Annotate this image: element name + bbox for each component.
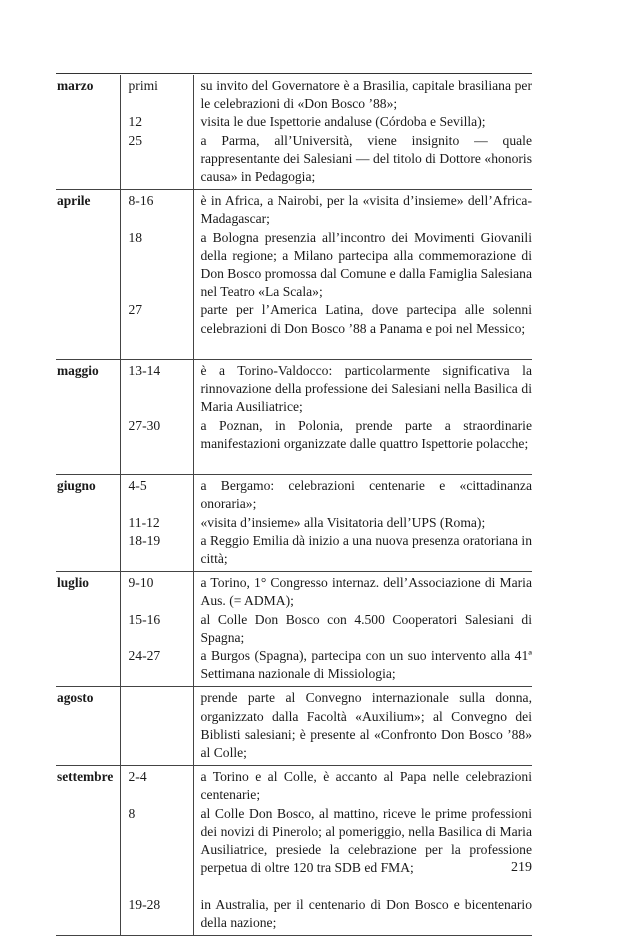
month-name: settembre [56,766,120,936]
month-name: luglio [56,572,120,687]
page-number: 219 [511,860,532,875]
entry-text: «visita d’insieme» alla Visitatoria dell’UPS (Roma); [200,514,486,530]
day-column [120,572,193,687]
entry-text: a Reggio Emilia dà inizio a una nuova presenza oratoriana in città; [200,532,532,567]
day-column [120,75,193,190]
entry-date: 12 [128,114,143,130]
day-column [120,766,193,936]
entry-text: a Torino e al Colle, è accanto al Papa nelle celebrazioni centenarie; [200,769,532,803]
entry-date: 11-12 [128,514,160,530]
month-row [56,766,532,936]
entry-date: 15-16 [128,611,161,627]
entry-date: 27-30 [128,417,161,433]
event-column [193,190,532,360]
entry-text: a Parma, all’Università, viene insignito — quale rappresentante dei Salesiani — del titolo di Dottore «honoris causa» in Pedagogia; [200,132,532,185]
event-column [193,75,532,190]
entry-text: è in Africa, a Nairobi, per la «visita d’insieme» dell’Africa-Madagascar; [200,193,532,227]
month-name: marzo [56,75,120,190]
entry-date: 19-28 [128,896,161,912]
entry-date: 13-14 [128,363,161,379]
entry-date: 8-16 [128,193,154,209]
entry-text: in Australia, per il centenario di Don Bosco e bicentenario della nazione; [200,896,532,930]
entry-text: prende parte al Convegno internazionale sulla donna, organizzato dalla Facoltà «Auxilium»; al Convegno dei Biblisti salesiani; è presente al «Confronto Don Bosco ’88» al Colle; [200,690,532,761]
entry-date: 25 [128,132,143,148]
chronology-table [56,75,532,936]
entry-text: su invito del Governatore è a Brasilia, capitale brasiliana per le celebrazioni di «Don Bosco ’88»; [200,78,532,112]
table-top-rule [56,73,532,74]
entry-date: 2-4 [128,769,147,785]
month-row [56,190,532,360]
entry-text: a Poznan, in Polonia, prende parte a straordinarie manifestazioni organizzate dalle quattro Ispettorie polacche; [200,417,532,451]
day-column [120,687,193,766]
entry-date: 8 [128,805,136,821]
month-name: maggio [56,360,120,475]
entry-date: 27 [128,302,143,318]
day-column [120,475,193,572]
entry-text: a Torino, 1° Congresso internaz. dell’Associazione di Maria Aus. (= ADMA); [200,575,532,609]
month-row [56,572,532,687]
month-name: giugno [56,475,120,572]
month-name: aprile [56,190,120,360]
entry-date: 4-5 [128,478,147,494]
event-column [193,475,532,572]
entry-text: al Colle Don Bosco con 4.500 Cooperatori Salesiani di Spagna; [200,611,532,645]
entry-text: al Colle Don Bosco, al mattino, riceve le prime professioni dei novizi di Pinerolo; al pomeriggio, nella Basilica di Maria Ausiliatrice, presiede la celebrazione per la professione perpetua di oltre 120 tra SDB ed FMA; [200,805,532,876]
entry-text: parte per l’America Latina, dove partecipa alle solenni celebrazioni di Don Bosco ’88 a Panama e poi nel Messico; [200,302,532,336]
event-column [193,572,532,687]
entry-text: a Bergamo: celebrazioni centenarie e «cittadinanza onoraria»; [200,478,532,512]
entry-text: visita le due Ispettorie andaluse (Córdoba e Sevilla); [200,114,486,130]
month-row [56,687,532,766]
event-column [193,360,532,475]
entry-date: 18 [128,229,143,245]
month-row [56,360,532,475]
entry-date: 24-27 [128,648,161,664]
day-column [120,360,193,475]
entry-text: è a Torino-Valdocco: particolarmente significativa la rinnovazione della professione dei Salesiani nella Basilica di Maria Ausiliatrice; [200,363,532,415]
entry-text: a Burgos (Spagna), partecipa con un suo intervento alla 41ª Settimana nazionale di Missiologia; [200,648,532,682]
day-column [120,190,193,360]
event-column [193,766,532,936]
entry-date [129,689,193,762]
month-row [56,75,532,190]
month-name: agosto [56,687,120,766]
entry-date: primi [128,78,158,93]
month-row [56,475,532,572]
entry-text: a Bologna presenzia all’incontro dei Movimenti Giovanili della regione; a Milano partecipa alla commemorazione di Don Bosco promossa dal Comune e dalla Famiglia Salesiana nel Teatro «La Scala»; [200,229,532,300]
event-column [193,687,532,766]
entry-date: 18-19 [128,532,161,548]
entry-date: 9-10 [128,575,154,591]
